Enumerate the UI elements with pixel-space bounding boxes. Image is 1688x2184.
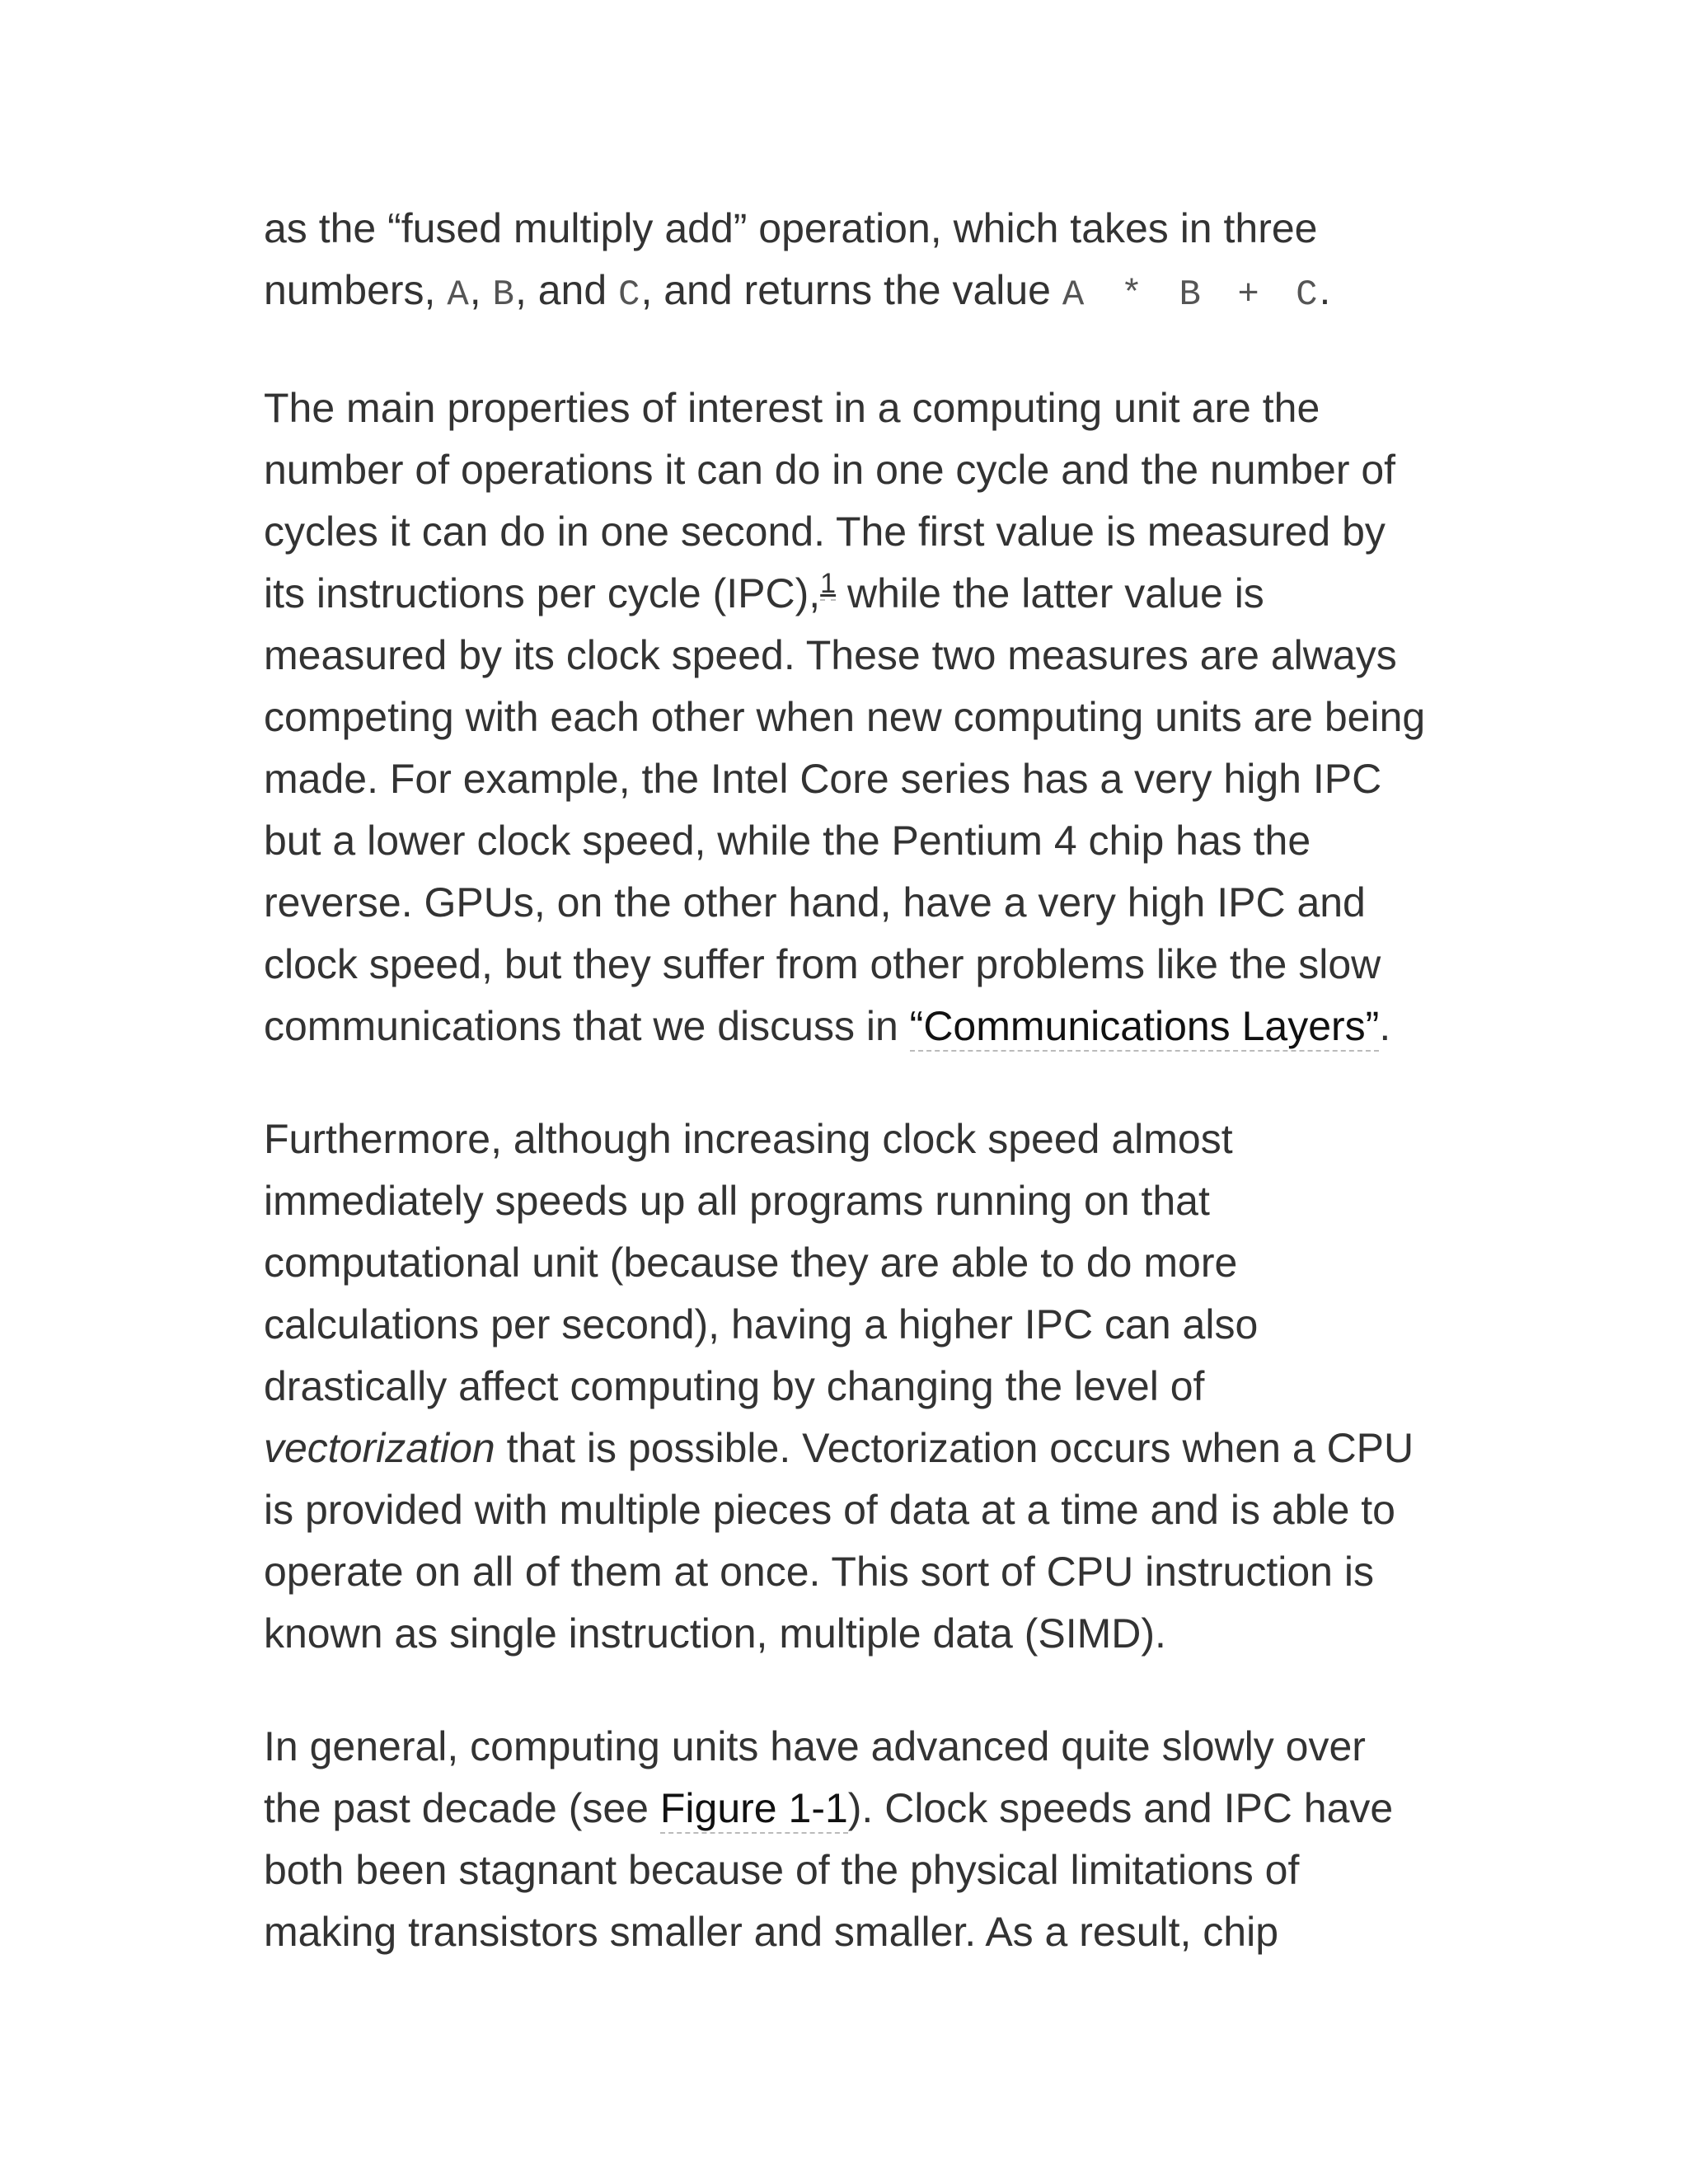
page-body [264,198,1434,2014]
code-c: C [618,274,641,316]
text: that is possible. Vectorization occurs when a CPU is provided with multiple pieces of data at a time and is able to operate on all of them at once. This sort of CPU instruction is known as single instruction, multiple data (SIMD). [264,1425,1414,1657]
paragraph-vectorization [264,1108,1434,1665]
code-expression: A * B + C [1062,274,1320,316]
text: , and [514,267,619,313]
text: ). Clock speeds and IPC have both been stagnant because of the physical limitations of making transistors smaller and smaller. As a result, chip [264,1785,1394,1955]
code-a: A [447,274,470,316]
text: , and returns the value [640,267,1062,313]
paragraph-fma [264,198,1434,326]
text: while the latter value is measured by its clock speed. These two measures are always competing with each other when new computing units are being made. For example, the Intel Core series has a very high IPC but a lower clock speed, while the Pentium 4 chip has the reverse. GPUs, on the other hand, have a very high IPC and clock speed, but they suffer from other problems like the slow communications that we discuss in [264,570,1426,1049]
text: . [1379,1003,1391,1049]
text: Furthermore, although increasing clock speed almost immediately speeds up all programs running on that computational unit (because they are able to do more calculations per second), having a higher IPC can also drastically affect computing by changing the level of [264,1116,1259,1409]
text: , [469,267,493,313]
text: as the “fused multiply add” operation, which takes in three numbers, [264,205,1318,313]
paragraph-ipc [264,377,1434,1057]
communications-layers-link[interactable]: “Communications Layers” [910,1003,1380,1052]
paragraph-general [264,1716,1434,1963]
text: In general, computing units have advanced quite slowly over the past decade (see [264,1723,1366,1831]
emphasis-vectorization: vectorization [264,1425,495,1471]
figure-1-1-link[interactable]: Figure 1-1 [660,1785,848,1834]
code-b: B [492,274,515,316]
text: The main properties of interest in a computing unit are the number of operations it can do in one cycle and the number of cycles it can do in one second. The first value is measured by its instructions per cycle (IPC), [264,385,1396,616]
text: . [1319,267,1331,313]
footnote-link[interactable]: 1 [820,568,837,599]
